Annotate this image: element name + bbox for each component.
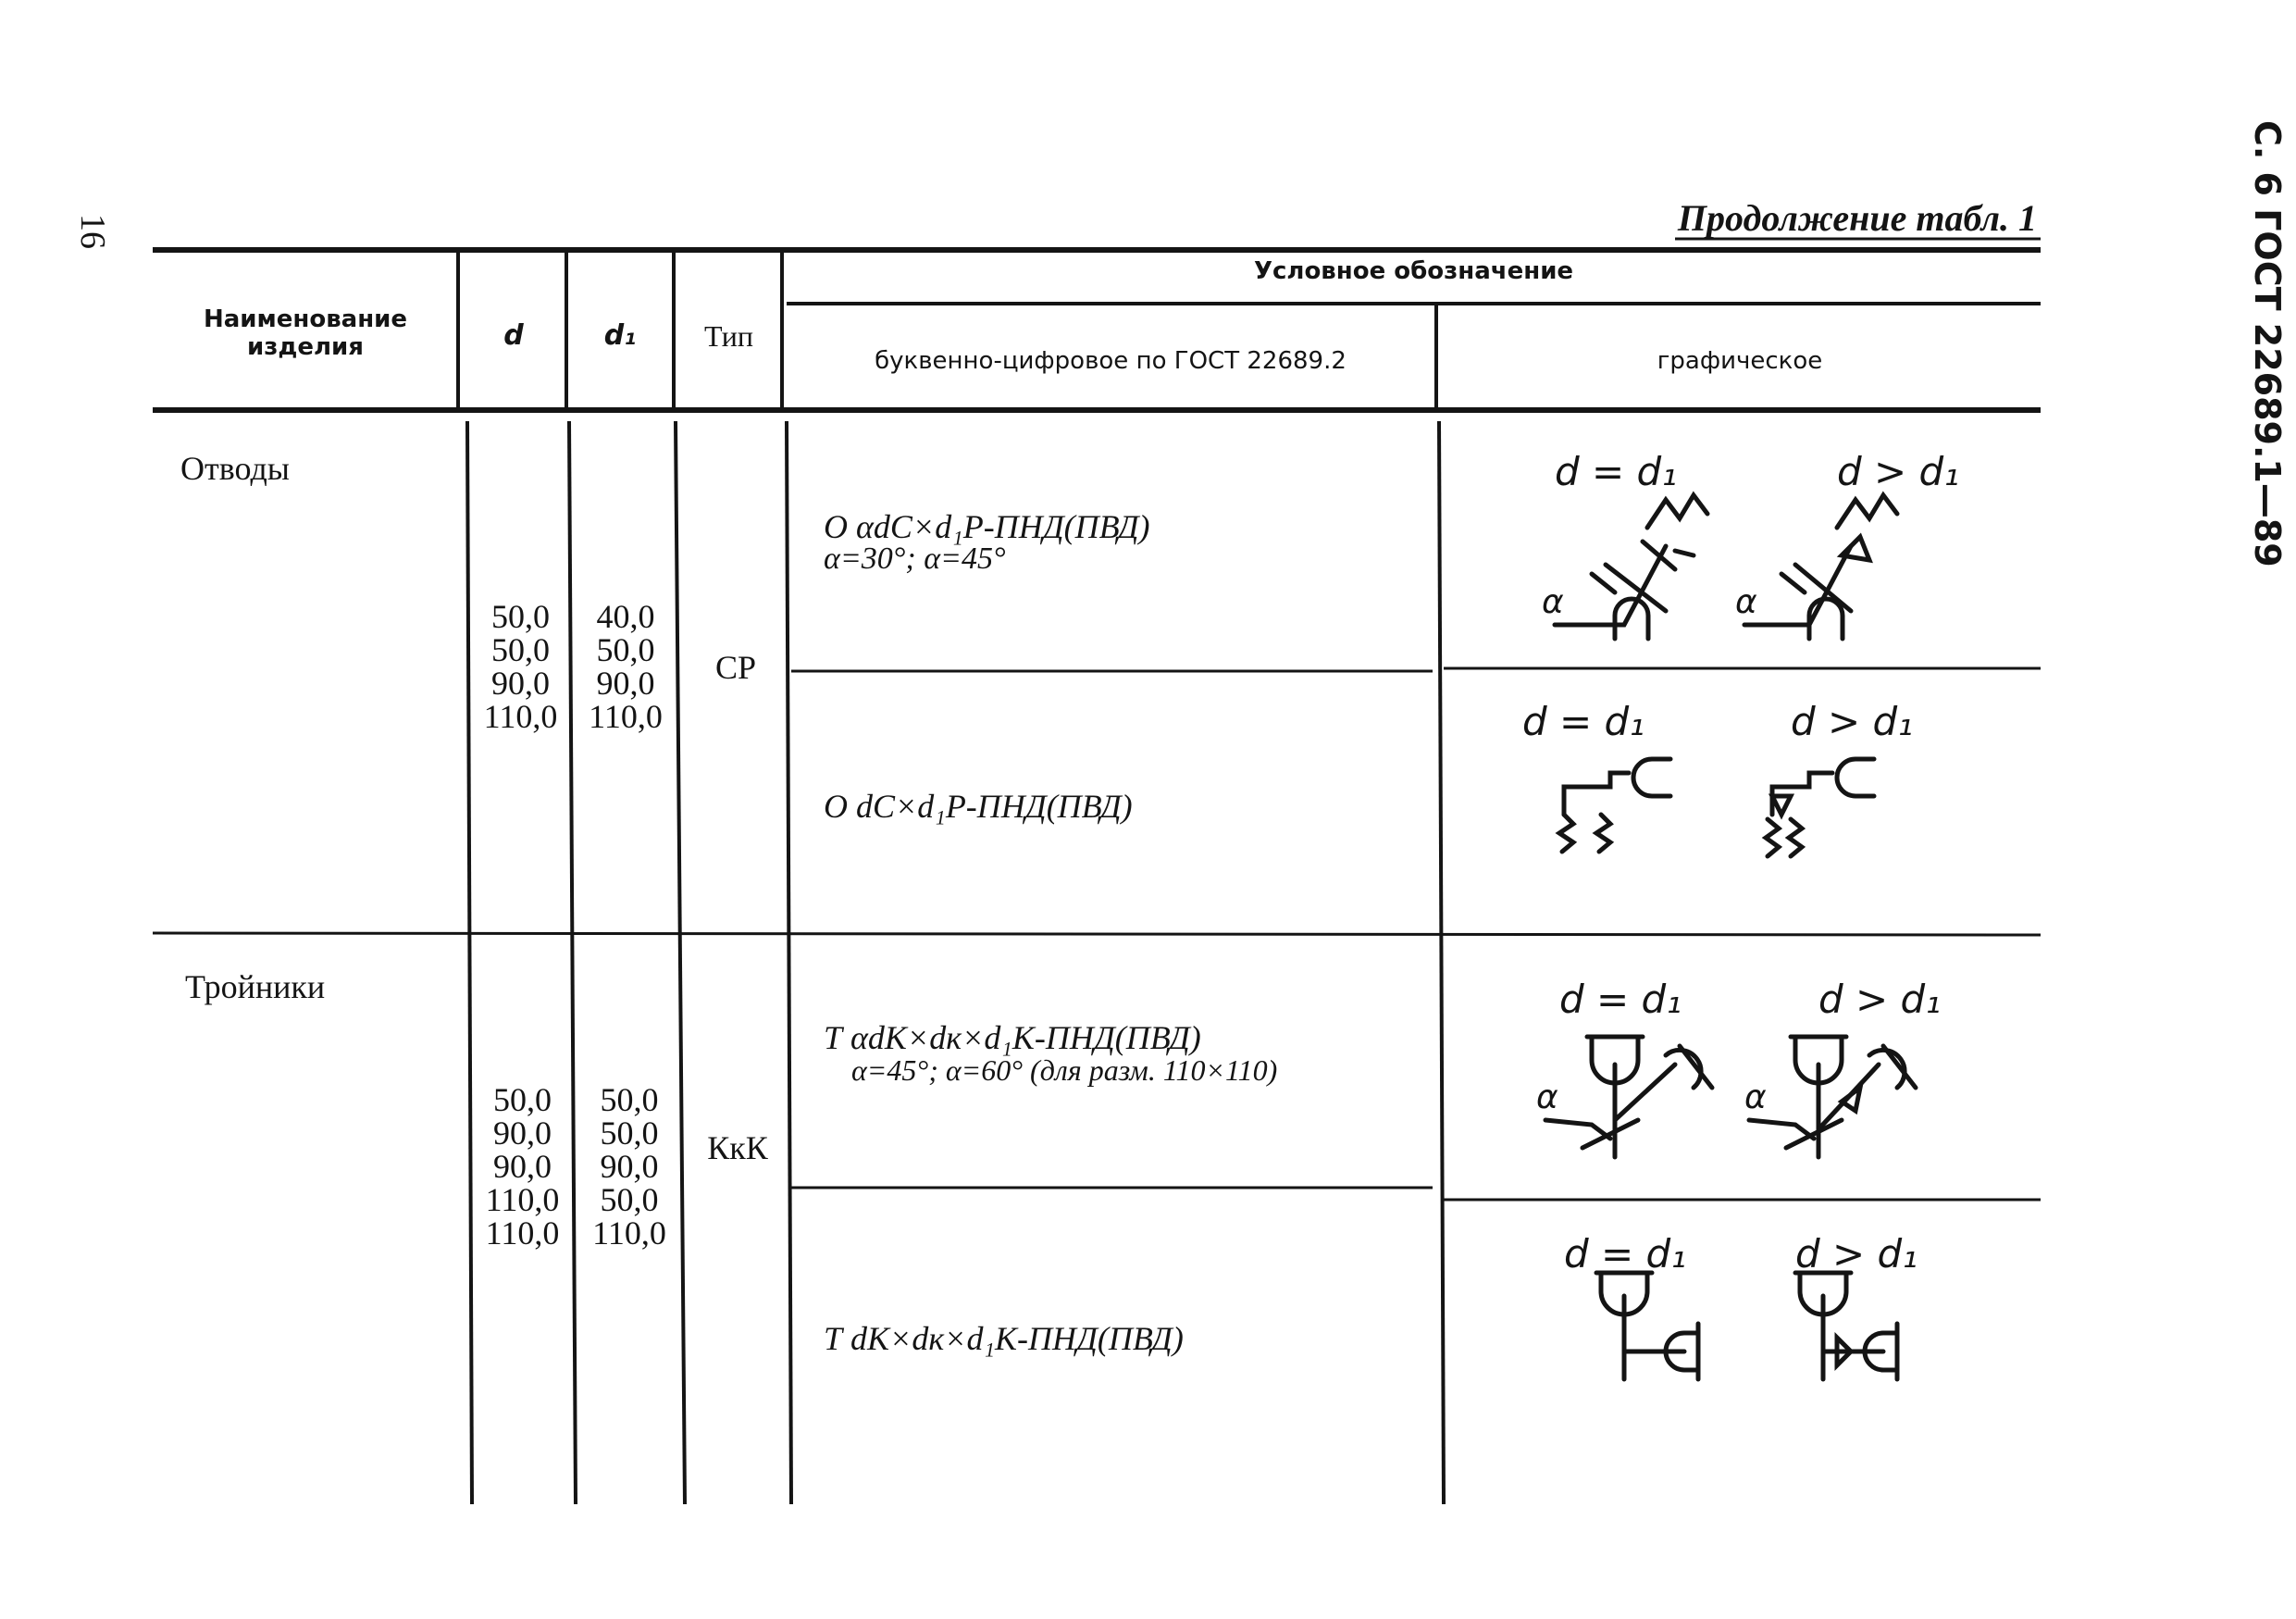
graphic-label: d > d₁: [1837, 449, 1960, 494]
graphic-label: d = d₁: [1555, 449, 1678, 494]
d1-values: 50,0 50,0 90,0 50,0 110,0: [592, 1081, 666, 1252]
header-designation: Условное обозначение: [1253, 257, 1574, 285]
d-values: 50,0 90,0 90,0 110,0 110,0: [485, 1081, 560, 1252]
code-designation: О dC×d₁P-ПНД(ПВД): [824, 788, 1133, 825]
graphic-label: d > d₁: [1818, 977, 1942, 1022]
graphic-label: d = d₁: [1564, 1231, 1687, 1277]
code-subnote: α=45°; α=60° (для разм. 110×110): [851, 1053, 1278, 1087]
bend-welded-equal-symbol: [1555, 495, 1707, 639]
alpha-label: α: [1744, 1078, 1767, 1116]
graphic-label: d = d₁: [1559, 977, 1682, 1022]
running-header: С. 6 ГОСТ 22689.1—89: [2247, 120, 2288, 567]
group-name: Тройники: [185, 968, 326, 1005]
group-name: Отводы: [180, 450, 290, 487]
graphic-label: d = d₁: [1522, 699, 1645, 744]
header-graphic: графическое: [1657, 347, 1823, 375]
bend-welded-reducing-symbol: [1744, 495, 1897, 639]
alpha-label: α: [1536, 1078, 1558, 1116]
tee-socket-equal-symbol: [1596, 1273, 1698, 1379]
header-type: Тип: [704, 319, 753, 353]
header-d: d: [503, 319, 524, 352]
type-value: КкК: [707, 1129, 768, 1166]
code-designation: Т αdK×dк×d₁K-ПНД(ПВД): [824, 1019, 1201, 1056]
page-number: 16: [73, 214, 112, 249]
header-d1: d₁: [603, 319, 637, 352]
code-designation: Т dK×dк×d₁K-ПНД(ПВД): [824, 1320, 1184, 1357]
code-designation: О αdC×d₁P-ПНД(ПВД): [824, 508, 1150, 545]
d1-values: 40,0 50,0 90,0 110,0: [589, 598, 663, 735]
header-alphanumeric: буквенно-цифровое по ГОСТ 22689.2: [875, 347, 1347, 375]
alpha-label: α: [1542, 583, 1564, 621]
tee-welded-reducing-symbol: [1749, 1037, 1916, 1157]
header-name: Наименование изделия: [203, 305, 408, 361]
tee-welded-equal-symbol: [1545, 1037, 1712, 1157]
group-separator: [153, 933, 2041, 935]
graphic-label: d > d₁: [1791, 699, 1914, 744]
alpha-label: α: [1735, 583, 1757, 621]
tee-socket-reducing-symbol: [1795, 1273, 1897, 1379]
d-values: 50,0 50,0 90,0 110,0: [483, 598, 558, 735]
continuation-caption: Продолжение табл. 1: [1677, 197, 2037, 239]
bend-socket-reducing-symbol: [1766, 759, 1874, 856]
code-subnote: α=30°; α=45°: [824, 542, 1006, 576]
type-value: СР: [714, 649, 757, 686]
graphic-label: d > d₁: [1795, 1231, 1918, 1277]
bend-socket-equal-symbol: [1559, 759, 1670, 852]
